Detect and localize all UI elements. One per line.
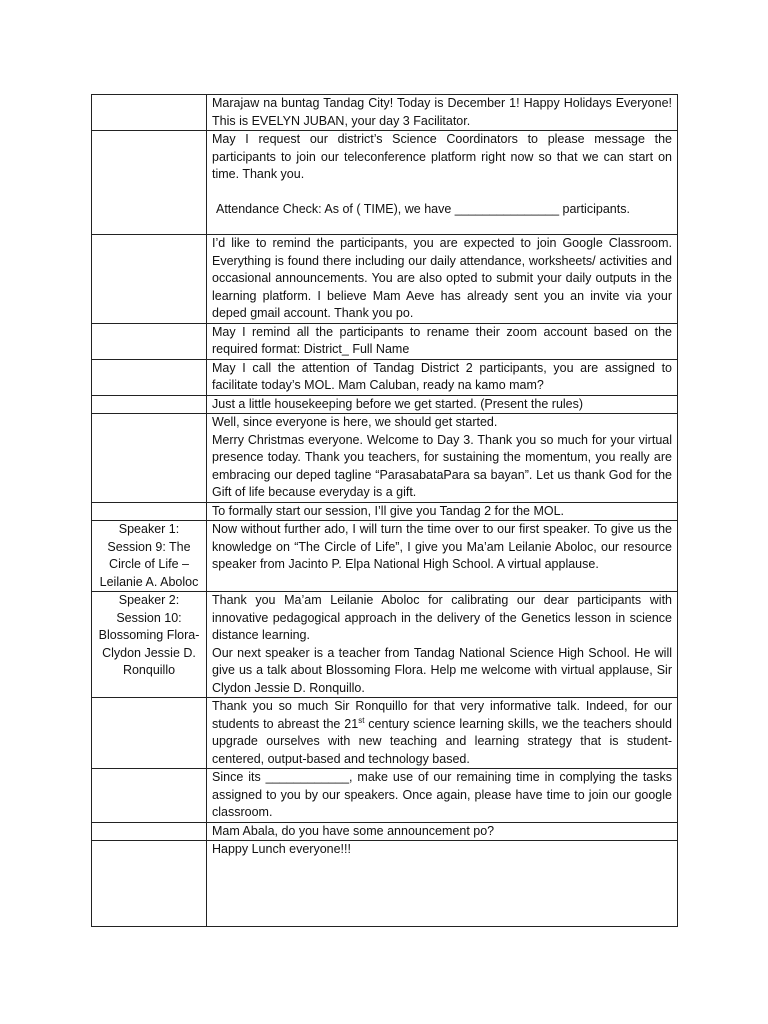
table-row (92, 592, 678, 698)
script-cell (207, 323, 678, 359)
speaker-cell: Speaker 2: Session 10: Blossoming Flora- Clydon Jessie D. Ronquillo (92, 592, 207, 698)
script-cell (207, 131, 678, 235)
table-row (92, 95, 678, 131)
script-cell (207, 698, 678, 769)
speaker-cell (92, 841, 207, 927)
script-text: Since its ____________, make use of our remaining time in complying the tasks assigned to you by our speakers. Once again, please have time to join our google classroom. (212, 770, 672, 819)
speaker-cell (92, 414, 207, 503)
script-cell (207, 395, 678, 414)
speaker-cell (92, 359, 207, 395)
speaker-cell (92, 323, 207, 359)
script-cell (207, 521, 678, 592)
script-text-part: Thank you so much Sir Ronquillo for that very informative talk. Indeed, for our students to abreast the 21 (212, 699, 672, 731)
table-row (92, 841, 678, 927)
table-row (92, 502, 678, 521)
script-cell (207, 592, 678, 698)
script-cell (207, 359, 678, 395)
table-row (92, 769, 678, 823)
script-text: Happy Lunch everyone!!! (212, 842, 351, 856)
speaker-cell (92, 395, 207, 414)
table-row (92, 395, 678, 414)
table-row (92, 414, 678, 503)
script-text: Well, since everyone is here, we should get started. (212, 415, 498, 429)
script-text: Marajaw na buntag Tandag City! Today is December 1! Happy Holidays Everyone! This is EVELYN JUBAN, your day 3 Facilitator. (212, 96, 672, 128)
table-row (92, 698, 678, 769)
script-text-part: century science learning skills, we the teachers should upgrade ourselves with new teaching and learning strategy that is student-centered, output-based and technology based. (212, 716, 673, 766)
script-cell (207, 841, 678, 927)
table-row (92, 359, 678, 395)
facilitator-script-table (91, 94, 678, 927)
script-text: I’d like to remind the participants, you are expected to join Google Classroom. Everything is found there including our daily attendance, worksheets/ activities and occasional announcements. You are also opted to submit your daily outputs in the learning platform. I believe Mam Aeve has already sent you an invite via your deped gmail account. Thank you po. (212, 236, 672, 320)
script-text: May I call the attention of Tandag District 2 participants, you are assigned to facilitate today’s MOL. Mam Caluban, ready na kamo mam? (212, 360, 672, 392)
table-row (92, 323, 678, 359)
script-cell (207, 235, 678, 324)
table-row (92, 131, 678, 235)
script-cell (207, 769, 678, 823)
script-text: Now without further ado, I will turn the time over to our first speaker. To give us the knowledge on “The Circle of Life”, I give you Ma’am Leilanie Aboloc, our resource speaker from Jacinto P. Elpa National High School. A virtual applause. (212, 522, 672, 571)
script-text: Our next speaker is a teacher from Tandag National Science High School. He will give us a talk about Blossoming Flora. Help me welcome with virtual applause, Sir Clydon Jessie D. Ronquillo. (212, 645, 672, 695)
script-text: Just a little housekeeping before we get started. (Present the rules) (212, 396, 584, 411)
speaker-cell (92, 235, 207, 324)
speaker-cell (92, 95, 207, 131)
script-cell (207, 95, 678, 131)
speaker-cell (92, 698, 207, 769)
table-row (92, 521, 678, 592)
ordinal-suffix: st (358, 715, 365, 725)
speaker-cell (92, 502, 207, 521)
speaker-cell (92, 822, 207, 841)
script-text: Thank you Ma’am Leilanie Aboloc for calibrating our dear participants with innovative pedagogical approach in the delivery of the Genetics lesson in science distance learning. (212, 593, 672, 642)
script-text: May I request our district’s Science Coordinators to please message the participants to join our teleconference platform right now so that we can start on time. Thank you. (212, 132, 672, 181)
speaker-cell: Speaker 1: Session 9: The Circle of Life – Leilanie A. Aboloc (92, 521, 207, 592)
script-text: May I remind all the participants to rename their zoom account based on the required format: District_ Full Name (212, 324, 672, 356)
script-text (212, 698, 672, 768)
script-text: To formally start our session, I’ll give you Tandag 2 for the MOL. (212, 503, 565, 518)
script-cell (207, 502, 678, 521)
script-text: Merry Christmas everyone. Welcome to Day 3. Thank you so much for your virtual presence today. Thank you teachers, for sustaining the momentum, you really are embracing our deped tagline “ParasabataPara sa bayan”. Let us thank God for the Gift of life because everyday is a gift. (212, 432, 672, 499)
speaker-cell (92, 769, 207, 823)
script-text: Mam Abala, do you have some announcement po? (212, 823, 495, 838)
table-row (92, 235, 678, 324)
script-cell (207, 414, 678, 503)
table-row (92, 822, 678, 841)
speaker-cell (92, 131, 207, 235)
script-cell (207, 822, 678, 841)
attendance-check-text: Attendance Check: As of ( TIME), we have _______________ participants. (216, 201, 630, 216)
